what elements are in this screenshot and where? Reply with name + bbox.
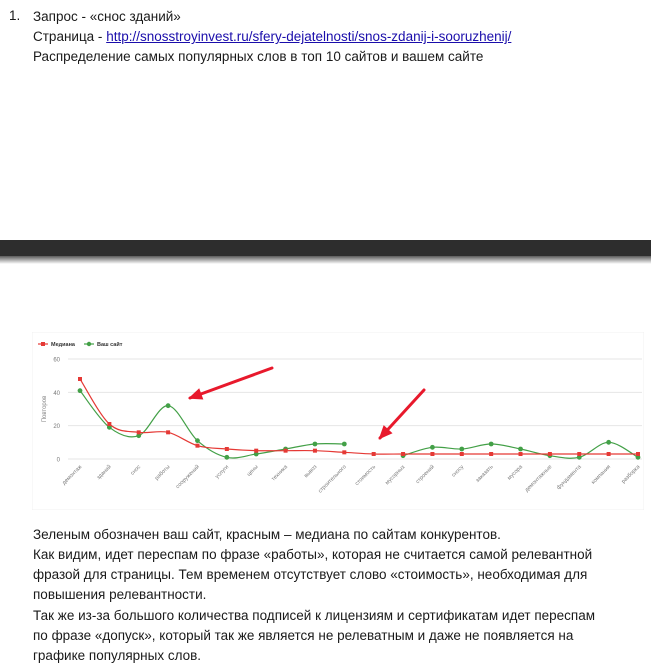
y-tick-label: 20 xyxy=(53,424,60,431)
paragraph-line: Зеленым обозначен ваш сайт, красным – медиана по сайтам конкурентов. xyxy=(33,527,501,542)
x-tick-label: разборка xyxy=(620,464,642,485)
paragraph-line: Как видим, идет переспам по фразе «работы», которая не считается самой релевантной xyxy=(33,547,593,562)
data-point-median xyxy=(519,452,523,456)
data-point-your-site xyxy=(78,388,83,393)
data-point-your-site xyxy=(430,445,435,450)
x-tick-label: сооружений xyxy=(174,464,201,491)
data-point-median xyxy=(372,452,376,456)
data-point-median xyxy=(430,452,434,456)
legend-marker xyxy=(41,342,45,346)
paragraph-line: повышения релевантности. xyxy=(33,587,207,602)
page-divider-shadow xyxy=(0,256,651,264)
data-point-median xyxy=(107,422,111,426)
legend-entry: Медиана xyxy=(51,342,75,348)
y-tick-label: 0 xyxy=(56,457,60,464)
data-point-your-site xyxy=(606,440,611,445)
data-point-your-site xyxy=(224,455,229,460)
data-point-your-site xyxy=(195,438,200,443)
page-divider xyxy=(0,240,651,256)
x-tick-label: демонтаж xyxy=(61,464,84,487)
data-point-median xyxy=(548,452,552,456)
paragraph-line: графике популярных слов. xyxy=(33,648,202,663)
data-point-your-site xyxy=(166,403,171,408)
data-point-median xyxy=(166,430,170,434)
x-tick-label: компания xyxy=(590,464,613,486)
data-point-your-site xyxy=(518,447,523,452)
x-tick-label: мусора xyxy=(506,464,524,482)
data-point-your-site xyxy=(313,442,318,447)
x-tick-label: цены xyxy=(246,464,260,478)
data-point-median xyxy=(254,449,258,453)
paragraph-line: Так же из-за большого количества подписей к лицензиям и сертификатам идет переспам xyxy=(33,608,595,623)
document-header xyxy=(0,0,651,240)
x-tick-label: снос xyxy=(129,464,143,477)
data-point-median xyxy=(577,452,581,456)
x-tick-label: техника xyxy=(270,464,289,483)
x-tick-label: фундамента xyxy=(555,464,583,491)
page-url-link[interactable]: http://snosstroyinvest.ru/sfery-dejatelnosti/snos-zdanij-i-sooruzhenij/ xyxy=(106,29,512,44)
data-point-median xyxy=(607,452,611,456)
data-point-median xyxy=(401,452,405,456)
list-number: 1. xyxy=(9,8,21,23)
page-label: Страница - xyxy=(33,29,107,44)
x-tick-label: работы xyxy=(154,464,172,482)
data-point-median xyxy=(460,452,464,456)
x-tick-label: услуги xyxy=(214,464,231,481)
page-line xyxy=(33,28,511,46)
word-distribution-chart xyxy=(32,332,644,510)
x-tick-label: заказать xyxy=(474,464,495,484)
x-tick-label: зданий xyxy=(95,464,113,482)
x-tick-label: строительного xyxy=(317,464,348,495)
data-point-median xyxy=(195,444,199,448)
paragraph-line: фразой для страницы. Тем временем отсутствует слово «стоимость», необходимая для xyxy=(33,567,588,582)
query-line: Запрос - «снос зданий» xyxy=(33,9,181,24)
x-tick-label: вывоз xyxy=(303,464,319,480)
data-point-median xyxy=(137,430,141,434)
distribution-line: Распределение самых популярных слов в топ 10 сайтов и вашем сайте xyxy=(33,49,484,64)
data-point-median xyxy=(489,452,493,456)
x-tick-label: мусорных xyxy=(384,464,407,487)
data-point-median xyxy=(284,449,288,453)
data-point-your-site xyxy=(459,447,464,452)
data-point-median xyxy=(78,377,82,381)
y-tick-label: 40 xyxy=(53,390,60,397)
x-tick-label: стоимость xyxy=(354,464,378,488)
data-point-median xyxy=(225,447,229,451)
legend-marker xyxy=(87,342,91,346)
y-tick-label: 60 xyxy=(53,357,60,364)
x-tick-label: строений xyxy=(414,464,436,486)
data-point-median xyxy=(342,450,346,454)
data-point-your-site xyxy=(342,442,347,447)
legend-entry: Ваш сайт xyxy=(97,342,123,348)
y-axis-label: Повторов xyxy=(42,395,48,423)
paragraph-line: по фразе «допуск», который так же является не релеватным и даже не появляется на xyxy=(33,628,574,643)
data-point-median xyxy=(636,452,640,456)
data-point-your-site xyxy=(489,442,494,447)
x-tick-label: демонтажные xyxy=(524,464,554,494)
data-point-median xyxy=(313,449,317,453)
x-tick-label: сносу xyxy=(450,464,466,479)
chart-svg xyxy=(32,332,644,510)
